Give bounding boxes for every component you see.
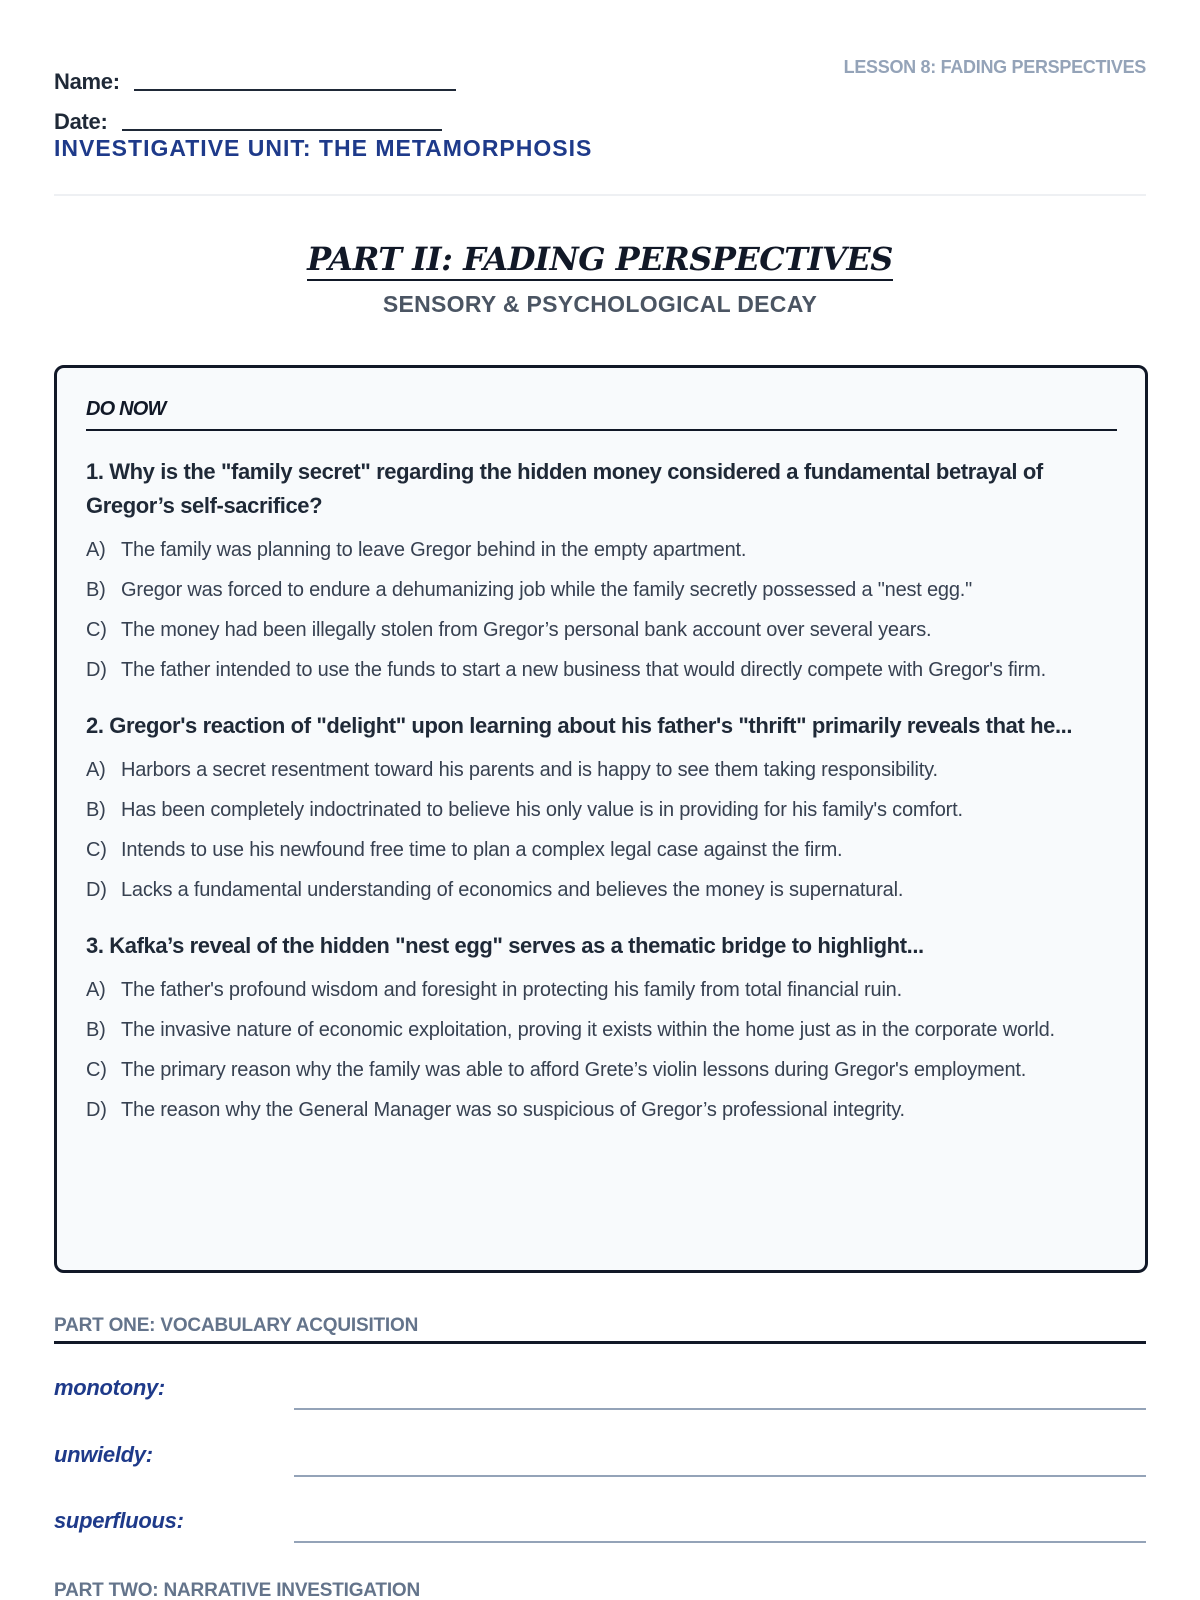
option-letter: B) [86,799,106,821]
lesson-tag: LESSON 8: FADING PERSPECTIVES [843,57,1146,77]
question-stem: 1. Why is the "family secret" regarding the hidden money considered a fundamental betrayal of Gregor’s self-sacrifice? [86,459,1043,518]
option-3c[interactable] [86,1054,1117,1087]
header-divider [54,194,1146,196]
option-letter: B) [86,1019,106,1041]
option-letter: D) [86,879,107,901]
option-letter: C) [86,1059,107,1081]
question-stem: 2. Gregor's reaction of "delight" upon learning about his father's "thrift" primarily reveals that he... [86,713,1073,738]
vocab-row-monotony [54,1369,1146,1413]
vocab-row-unwieldy [54,1436,1146,1480]
unit-title: INVESTIGATIVE UNIT: THE METAMORPHOSIS [54,135,593,161]
worksheet-header [54,55,1146,161]
option-text: The family was planning to leave Gregor behind in the empty apartment. [121,539,747,561]
option-text: Lacks a fundamental understanding of economics and believes the money is supernatural. [121,879,904,901]
option-2b[interactable] [86,794,1117,827]
narrative-section-heading: PART TWO: NARRATIVE INVESTIGATION [54,1580,420,1600]
option-letter: B) [86,579,106,601]
vocab-answer-line[interactable] [294,1408,1146,1410]
option-letter: D) [86,1099,107,1121]
option-text: The father's profound wisdom and foresight in protecting his family from total financial ruin. [121,979,902,1001]
vocab-answer-line[interactable] [294,1541,1146,1543]
question-stem: 3. Kafka’s reveal of the hidden "nest egg" serves as a thematic bridge to highlight... [86,933,924,958]
question-3 [86,929,1117,1127]
option-1c[interactable] [86,614,1117,647]
option-2c[interactable] [86,834,1117,867]
option-text: Gregor was forced to endure a dehumanizing job while the family secretly possessed a "nest egg." [121,579,973,601]
option-list [86,974,1117,1127]
option-text: The invasive nature of economic exploitation, proving it exists within the home just as in the corporate world. [121,1019,1055,1041]
option-letter: C) [86,839,107,861]
option-list [86,534,1117,687]
option-1a[interactable] [86,534,1117,567]
vocabulary-section-heading: PART ONE: VOCABULARY ACQUISITION [54,1315,1146,1344]
option-letter: A) [86,979,106,1001]
date-field[interactable] [122,129,442,131]
option-text: Harbors a secret resentment toward his parents and is happy to see them taking responsibility. [121,759,938,781]
name-label: Name: [54,69,120,94]
option-letter: A) [86,539,106,561]
vocab-term: monotony: [54,1375,165,1400]
question-1 [86,455,1117,687]
option-1d[interactable] [86,654,1117,687]
option-2d[interactable] [86,874,1117,907]
title-block [0,240,1200,318]
option-3d[interactable] [86,1094,1117,1127]
option-1b[interactable] [86,574,1117,607]
vocab-term: unwieldy: [54,1442,153,1467]
option-list [86,754,1117,907]
option-3a[interactable] [86,974,1117,1007]
option-text: The money had been illegally stolen from Gregor’s personal bank account over several years. [121,619,932,641]
option-2a[interactable] [86,754,1117,787]
question-2 [86,709,1117,907]
name-field[interactable] [134,89,456,91]
option-text: Has been completely indoctrinated to believe his only value is in providing for his family's comfort. [121,799,963,821]
option-letter: C) [86,619,107,641]
vocab-term: superfluous: [54,1508,184,1533]
date-label: Date: [54,109,108,134]
page-title: PART II: FADING PERSPECTIVES [307,240,893,281]
option-text: The reason why the General Manager was so suspicious of Gregor’s professional integrity. [121,1099,905,1121]
option-text: The father intended to use the funds to start a new business that would directly compete with Gregor's firm. [121,659,1046,681]
do-now-label: DO NOW [86,398,1117,431]
vocab-answer-line[interactable] [294,1475,1146,1477]
option-letter: D) [86,659,107,681]
option-text: The primary reason why the family was able to afford Grete’s violin lessons during Gregor's employment. [121,1059,1027,1081]
do-now-box [54,365,1148,1273]
option-text: Intends to use his newfound free time to plan a complex legal case against the firm. [121,839,843,861]
option-letter: A) [86,759,106,781]
date-field-row [54,95,1146,135]
option-3b[interactable] [86,1014,1117,1047]
page-subtitle: SENSORY & PSYCHOLOGICAL DECAY [382,291,818,317]
vocab-row-superfluous [54,1502,1146,1546]
